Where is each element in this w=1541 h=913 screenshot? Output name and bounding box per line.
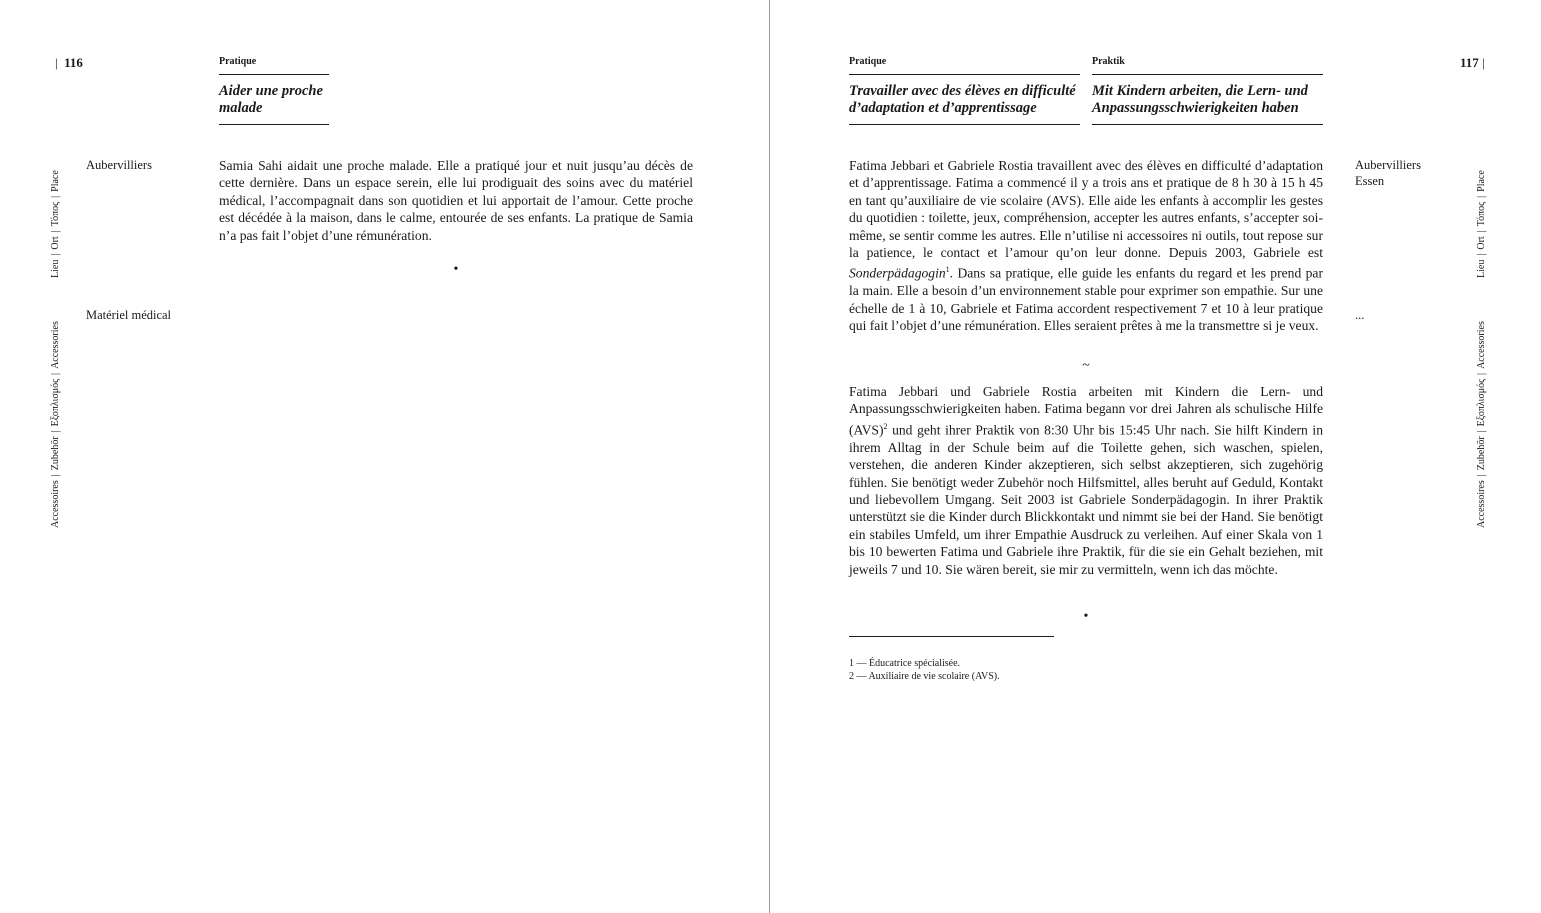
body-paragraph-fr: Fatima Jebbari et Gabriele Rostia travaillent avec des élèves en difficulté d’adaptation et d’apprentissage. Fatima a commencé il y a trois ans et pratique de 8 h 30 à 15 h 45 en tant qu’auxiliaire de vie scolaire (AVS). Elle aide les enfants à accomplir les gestes du quotidien : toilette, jeux, compréhension, accepter les autres enfants, s’accepter soi-même, se sentir comme les autres. Elle n’utilise ni accessoires ni outils, tout repose sur la patience, le contact et l’amour qu’on leur donne. Depuis 2003, Gabriele est Sonderpädagogin$^1$. Dans sa pratique, elle guide les enfants du regard et les prend par la main. Elle a besoin d’un environnement stable pour exprimer son empathie. Sur une échelle de 1 à 10, Gabriele et Fatima accordent respectivement 7 et 10 à leur pratique qui fait l’objet d’une rémunération. Elles seraient prêtes à me la transmettre si je veux. xyxy=(849,158,1323,334)
vertical-accessory-index: Accessoires|Zubehör|Εξοπλισμός|Accessories xyxy=(50,321,61,528)
page-number-right: 117 | xyxy=(1460,55,1485,70)
vertical-place-index: Lieu|Ort|Τόπος|Place xyxy=(50,170,61,278)
left-page xyxy=(0,0,770,913)
place-value-1: Aubervilliers xyxy=(1355,158,1421,172)
right-page xyxy=(771,0,1541,913)
page-title-de: Mit Kindern arbeiten, die Lern- und Anpassungsschwierigkeiten haben xyxy=(1092,74,1323,125)
section-label-de: Praktik xyxy=(1092,56,1125,67)
language-separator: ~ xyxy=(1082,358,1090,373)
page-title: Aider une proche malade xyxy=(219,74,329,125)
vertical-accessory-index: Accessoires|Zubehör|Εξοπλισμός|Accessories xyxy=(1476,321,1487,528)
footnote-1: 1 — Éducatrice spécialisée. xyxy=(849,658,961,669)
end-mark: • xyxy=(1083,609,1089,624)
section-label: Pratique xyxy=(219,56,257,67)
footnotes xyxy=(849,657,1000,683)
body-paragraph-de: Fatima Jebbari und Gabriele Rostia arbeiten mit Kindern die Lern- und Anpassungsschwierigkeiten haben. Fatima begann vor drei Jahren als schulische Hilfe (AVS)$^2$ und geht ihrer Praktik von 8:30 Uhr bis 15:45 Uhr nach. Sie hilft Kindern in ihrem Alltag in der Schule beim auf die Toilette gehen, sich waschen, spielen, verstehen, die anderen Kinder akzeptieren, sich selbst akzeptieren, sich zugehörig fühlen. Sie benötigt weder Zubehör noch Hilfsmittel, alles beruht auf Geduld, Kontakt und liebevollem Umgang. Seit 2003 ist Gabriele Sonderpädagogin. In ihrer Praktik unterstützt sie die Kinder durch Blickkontakt und nimmt sie bei der Hand. Sie benötigt ein stabiles Umfeld, um ihrer Empathie Ausdruck zu verleihen. Auf einer Skala von 1 bis 10 bewerten Fatima und Gabriele ihre Praktik, für die sie ein Gehalt beziehen, mit jeweils 7 und 10. Sie wären bereit, sie mir zu vermitteln, wenn ich das möchte. xyxy=(849,384,1323,577)
footnote-2: 2 — Auxiliaire de vie scolaire (AVS). xyxy=(849,671,1000,682)
place-value: Aubervilliers xyxy=(86,158,152,172)
place-values xyxy=(1355,157,1421,189)
place-value-2: Essen xyxy=(1355,174,1385,188)
accessory-value: ... xyxy=(1355,308,1365,322)
body-paragraph: Samia Sahi aidait une proche malade. Elle a pratiqué jour et nuit jusqu’au décès de cette dernière. Dans un espace serein, elle lui prodiguait des soins avec du matériel médical, l’accompagnait dans son quotidien et lui apportait de l’amour. Cette proche est décédée à la maison, dans le calme, entourée de ses enfants. La pratique de Samia n’a pas fait l’objet d’une rémunération. xyxy=(219,158,693,243)
footnote-rule xyxy=(849,636,1054,637)
section-label-fr: Pratique xyxy=(849,56,887,67)
page-title-fr: Travailler avec des élèves en difficulté d’adaptation et d’apprentissage xyxy=(849,74,1080,125)
page-number-left: | 116 xyxy=(55,55,83,70)
page-gutter xyxy=(769,0,770,913)
vertical-place-index: Lieu|Ort|Τόπος|Place xyxy=(1476,170,1487,278)
end-mark: • xyxy=(453,262,459,277)
accessory-value: Matériel médical xyxy=(86,308,172,322)
